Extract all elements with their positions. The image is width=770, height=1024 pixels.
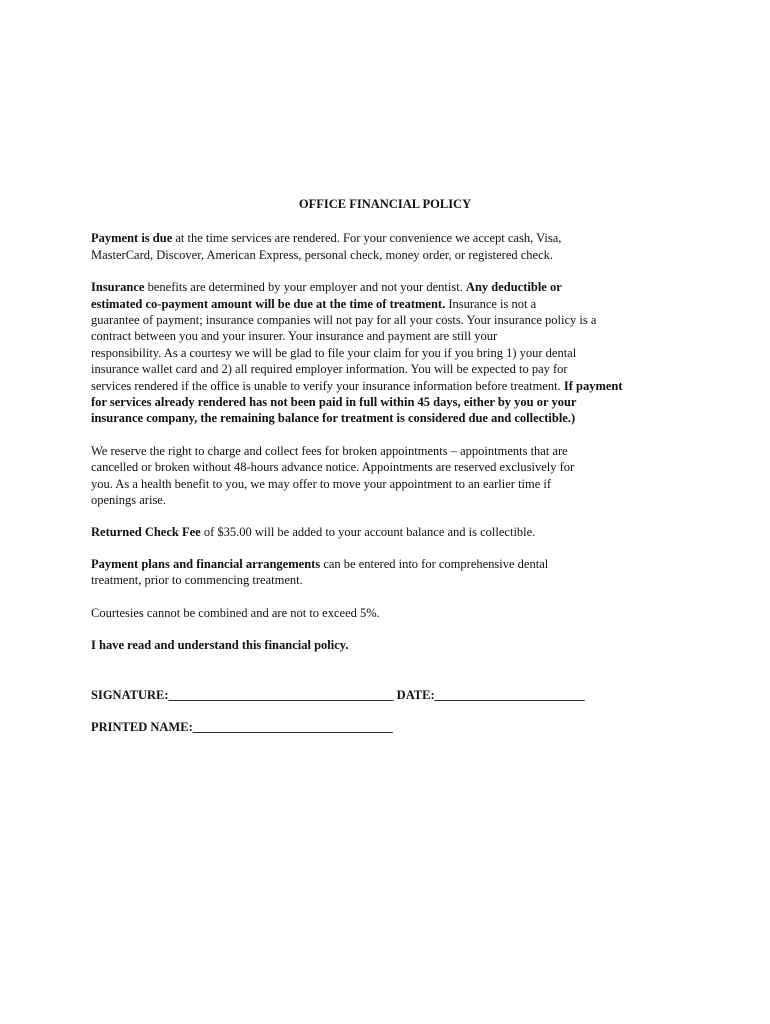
returned-bold: Returned Check Fee	[91, 524, 201, 539]
plans-line-2: treatment, prior to commencing treatment.	[91, 573, 303, 588]
payment-line-2: MasterCard, Discover, American Express, personal check, money order, or registered check.	[91, 247, 554, 262]
courtesies-paragraph: Courtesies cannot be combined and are not to exceed 5%.	[91, 605, 380, 620]
copayment-bold: estimated co-payment amount will be due at the time of treatment.	[91, 296, 446, 311]
plans-text-1: can be entered into for comprehensive dental	[320, 556, 549, 571]
broken-appointments-paragraph	[91, 443, 691, 509]
broken-line-2: cancelled or broken without 48-hours advance notice. Appointments are reserved exclusively for	[91, 460, 575, 475]
payment-line-1	[91, 230, 691, 246]
plans-bold: Payment plans and financial arrangements	[91, 556, 321, 571]
insurance-text-1: benefits are determined by your employer and not your dentist.	[144, 280, 466, 295]
payment-text-1: at the time services are rendered. For your convenience we accept cash, Visa,	[172, 231, 562, 246]
plans-line-1	[91, 556, 691, 572]
policy-content	[91, 196, 691, 735]
payment-plans-paragraph	[91, 556, 691, 589]
insurance-line-6: insurance wallet card and 2) all required employer information. You will be expected to pay for	[91, 362, 568, 377]
deductible-bold: Any deductible or	[465, 280, 562, 295]
returned-text: of $35.00 will be added to your account balance and is collectible.	[200, 524, 536, 539]
returned-check-paragraph	[91, 524, 691, 540]
acknowledgement	[91, 637, 691, 653]
insurance-line-4: contract between you and your insurer. Your insurance and payment are still your	[91, 329, 498, 344]
broken-line-4: openings arise.	[91, 493, 166, 508]
payment-bold: Payment is due	[91, 231, 173, 246]
returned-line	[91, 524, 691, 540]
insurance-text-2: Insurance is not a	[445, 296, 537, 311]
document-title: OFFICE FINANCIAL POLICY	[298, 197, 472, 211]
acknowledgement-text: I have read and understand this financial policy.	[91, 638, 349, 653]
insurance-line-7	[91, 378, 691, 394]
insurance-line-8: for services already rendered has not been paid in full within 45 days, either by you or your	[91, 395, 577, 410]
insurance-line-5: responsibility. As a courtesy we will be glad to file your claim for you if you bring 1) your dental	[91, 345, 577, 360]
insurance-line-3: guarantee of payment; insurance companies will not pay for all your costs. Your insurance policy is a	[91, 313, 597, 328]
printed-name-line[interactable]: PRINTED NAME:________________________________	[91, 719, 393, 734]
broken-line-3: you. As a health benefit to you, we may offer to move your appointment to an earlier time if	[91, 476, 552, 491]
insurance-bold: Insurance	[91, 280, 145, 295]
insurance-line-1	[91, 279, 691, 295]
signature-date-line[interactable]: SIGNATURE:____________________________________ DATE:________________________	[91, 687, 585, 702]
payment-paragraph	[91, 230, 691, 263]
broken-line-1: We reserve the right to charge and collect fees for broken appointments – appointments that are	[91, 443, 568, 458]
insurance-text-7: services rendered if the office is unable to verify your insurance information before treatment.	[91, 378, 564, 393]
insurance-paragraph	[91, 279, 691, 427]
insurance-line-9: insurance company, the remaining balance for treatment is considered due and collectible.)	[91, 411, 576, 426]
insurance-line-2	[91, 296, 691, 312]
if-payment-bold: If payment	[563, 378, 623, 393]
